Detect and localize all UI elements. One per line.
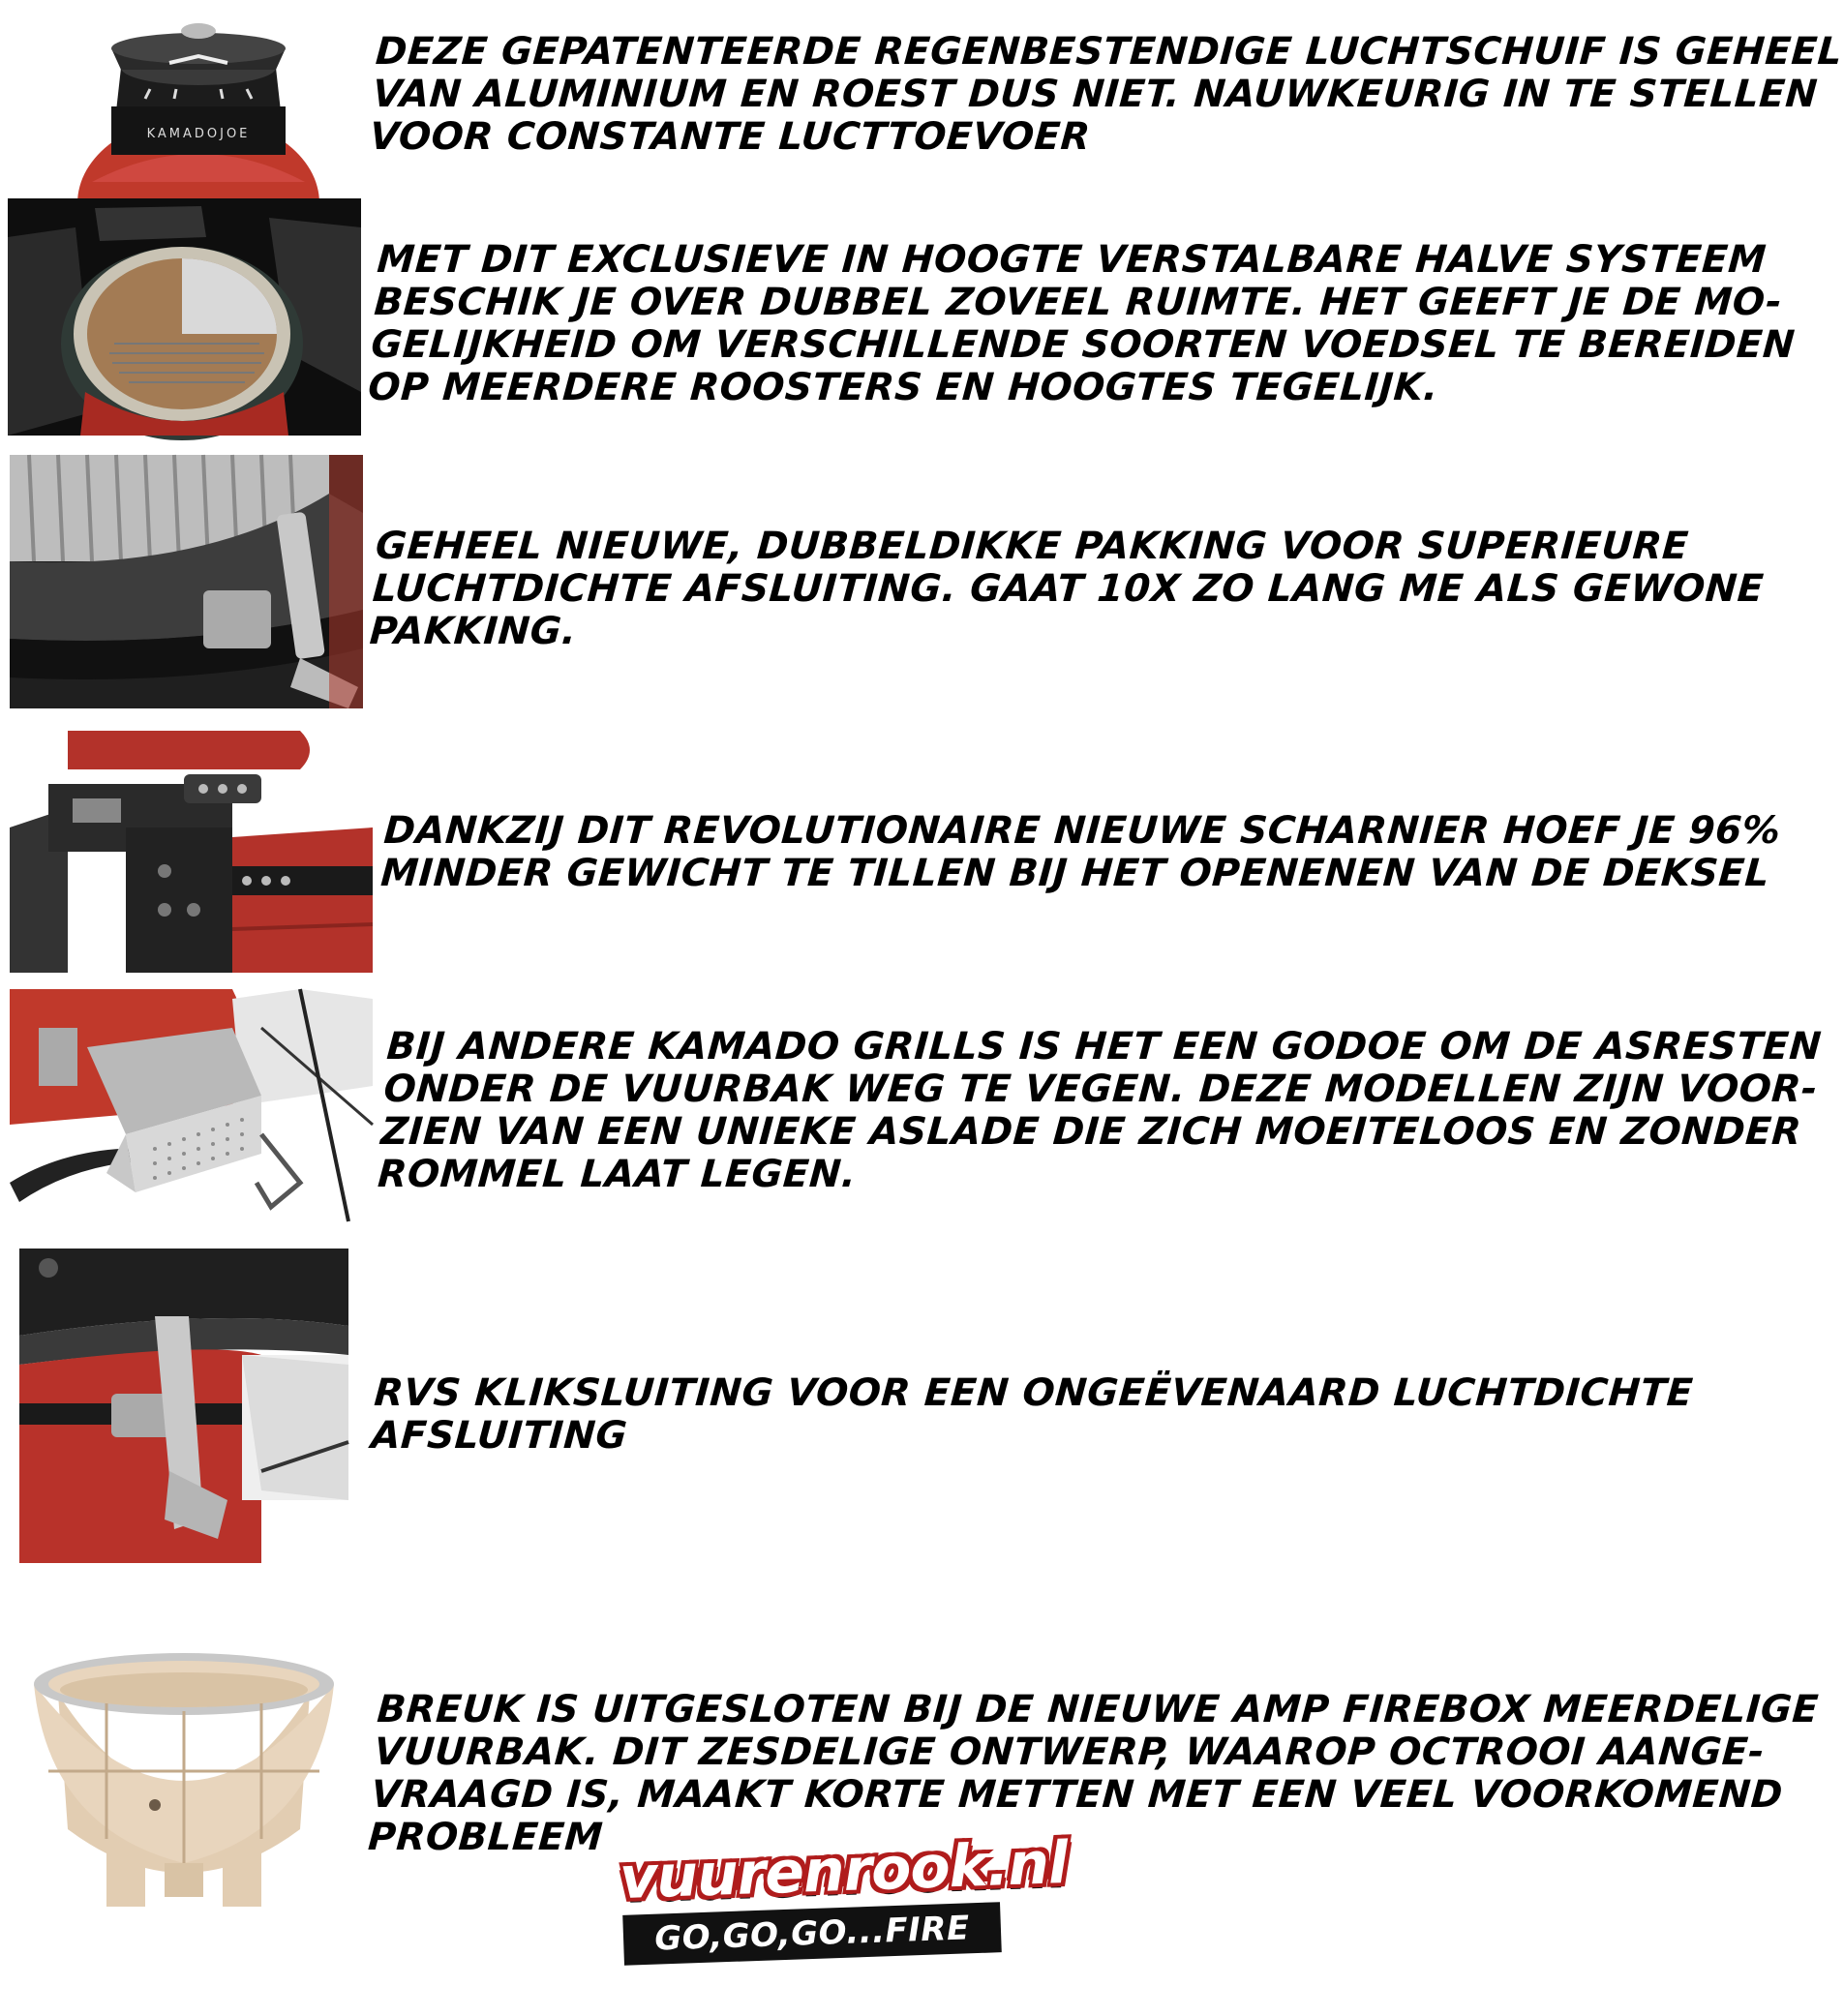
- stainless-latch-photo: [19, 1249, 348, 1563]
- feature-line: PAKKING.: [368, 610, 579, 653]
- feature-line: VAN ALUMINIUM EN ROEST DUS NIET. NAUWKEURIG IN TE STELLEN: [371, 73, 1820, 116]
- feature-text-air-vent: [368, 31, 1843, 159]
- vent-brand-text: KAMADOJOE: [146, 127, 251, 141]
- feature-line: DANKZIJ DIT REVOLUTIONAIRE NIEUWE SCHARNIER HOEF JE 96%: [382, 809, 1782, 853]
- feature-text-gasket: [368, 526, 1768, 653]
- ash-drawer-photo: [10, 989, 373, 1221]
- logo-wordmark: vuurenrook.nl: [618, 1829, 1069, 1913]
- feature-line: DEZE GEPATENTEERDE REGENBESTENDIGE LUCHTSCHUIF IS GEHEEL: [374, 30, 1844, 74]
- divide-and-conquer-grill-photo: [8, 198, 361, 436]
- hinge-photo: [10, 731, 373, 973]
- feature-line: MET DIT EXCLUSIEVE IN HOOGTE VERSTALBARE HALVE SYSTEEM: [376, 238, 1768, 282]
- feature-text-divide-conquer: [367, 239, 1802, 409]
- feature-line: LUCHTDICHTE AFSLUITING. GAAT 10X ZO LANG ME ALS GEWONE: [371, 567, 1766, 611]
- feature-line: ROMMEL LAAT LEGEN.: [376, 1153, 859, 1196]
- firebox-photo: [19, 1636, 348, 1916]
- feature-text-firebox: [367, 1689, 1820, 1859]
- feature-line: BIJ ANDERE KAMADO GRILLS IS HET EEN GODOE OM DE ASRESTEN: [385, 1025, 1824, 1068]
- feature-text-ash-drawer: [377, 1026, 1823, 1196]
- feature-line: AFSLUITING: [369, 1414, 629, 1458]
- gasket-latch-photo: [10, 455, 363, 708]
- feature-text-stainless-latch: [370, 1372, 1695, 1458]
- feature-line: VRAAGD IS, MAAKT KORTE METTEN MET EEN VEEL VOORKOMEND: [369, 1773, 1785, 1817]
- vuurenrook-logo[interactable]: [610, 1829, 1069, 2007]
- feature-line: GEHEEL NIEUWE, DUBBELDIKKE PAKKING VOOR SUPERIEURE: [374, 525, 1691, 568]
- kamado-joe-air-vent-photo: [53, 10, 344, 182]
- logo-slogan: GO,GO,GO...FIRE UP THE Q!: [622, 1902, 1002, 1966]
- feature-line: VOOR CONSTANTE LUCTTOEVOER: [368, 115, 1092, 159]
- feature-line: BREUK IS UITGESLOTEN BIJ DE NIEUWE AMP FIREBOX MEERDELIGE: [376, 1688, 1821, 1731]
- feature-line: ONDER DE VUURBAK WEG TE VEGEN. DEZE MODELLEN ZIJN VOOR-: [382, 1068, 1820, 1111]
- feature-line: RVS KLIKSLUITING VOOR EEN ONGEËVENAARD LUCHTDICHTE: [373, 1371, 1695, 1415]
- feature-text-hinge: [379, 810, 1782, 895]
- feature-line: VUURBAK. DIT ZESDELIGE ONTWERP, WAAROP OCTROOI AANGE-: [373, 1730, 1767, 1774]
- feature-line: PROBLEEM: [366, 1816, 605, 1859]
- feature-line: ZIEN VAN EEN UNIEKE ASLADE DIE ZICH MOEITELOOS EN ZONDER: [378, 1110, 1803, 1154]
- feature-line: BESCHIK JE OVER DUBBEL ZOVEEL RUIMTE. HET GEEFT JE DE MO-: [373, 281, 1784, 324]
- feature-line: GELIJKHEID OM VERSCHILLENDE SOORTEN VOEDSEL TE BEREIDEN: [369, 323, 1797, 367]
- feature-line: OP MEERDERE ROOSTERS EN HOOGTES TEGELIJK.: [366, 366, 1440, 409]
- feature-line: MINDER GEWICHT TE TILLEN BIJ HET OPENENEN VAN DE DEKSEL: [378, 852, 1771, 895]
